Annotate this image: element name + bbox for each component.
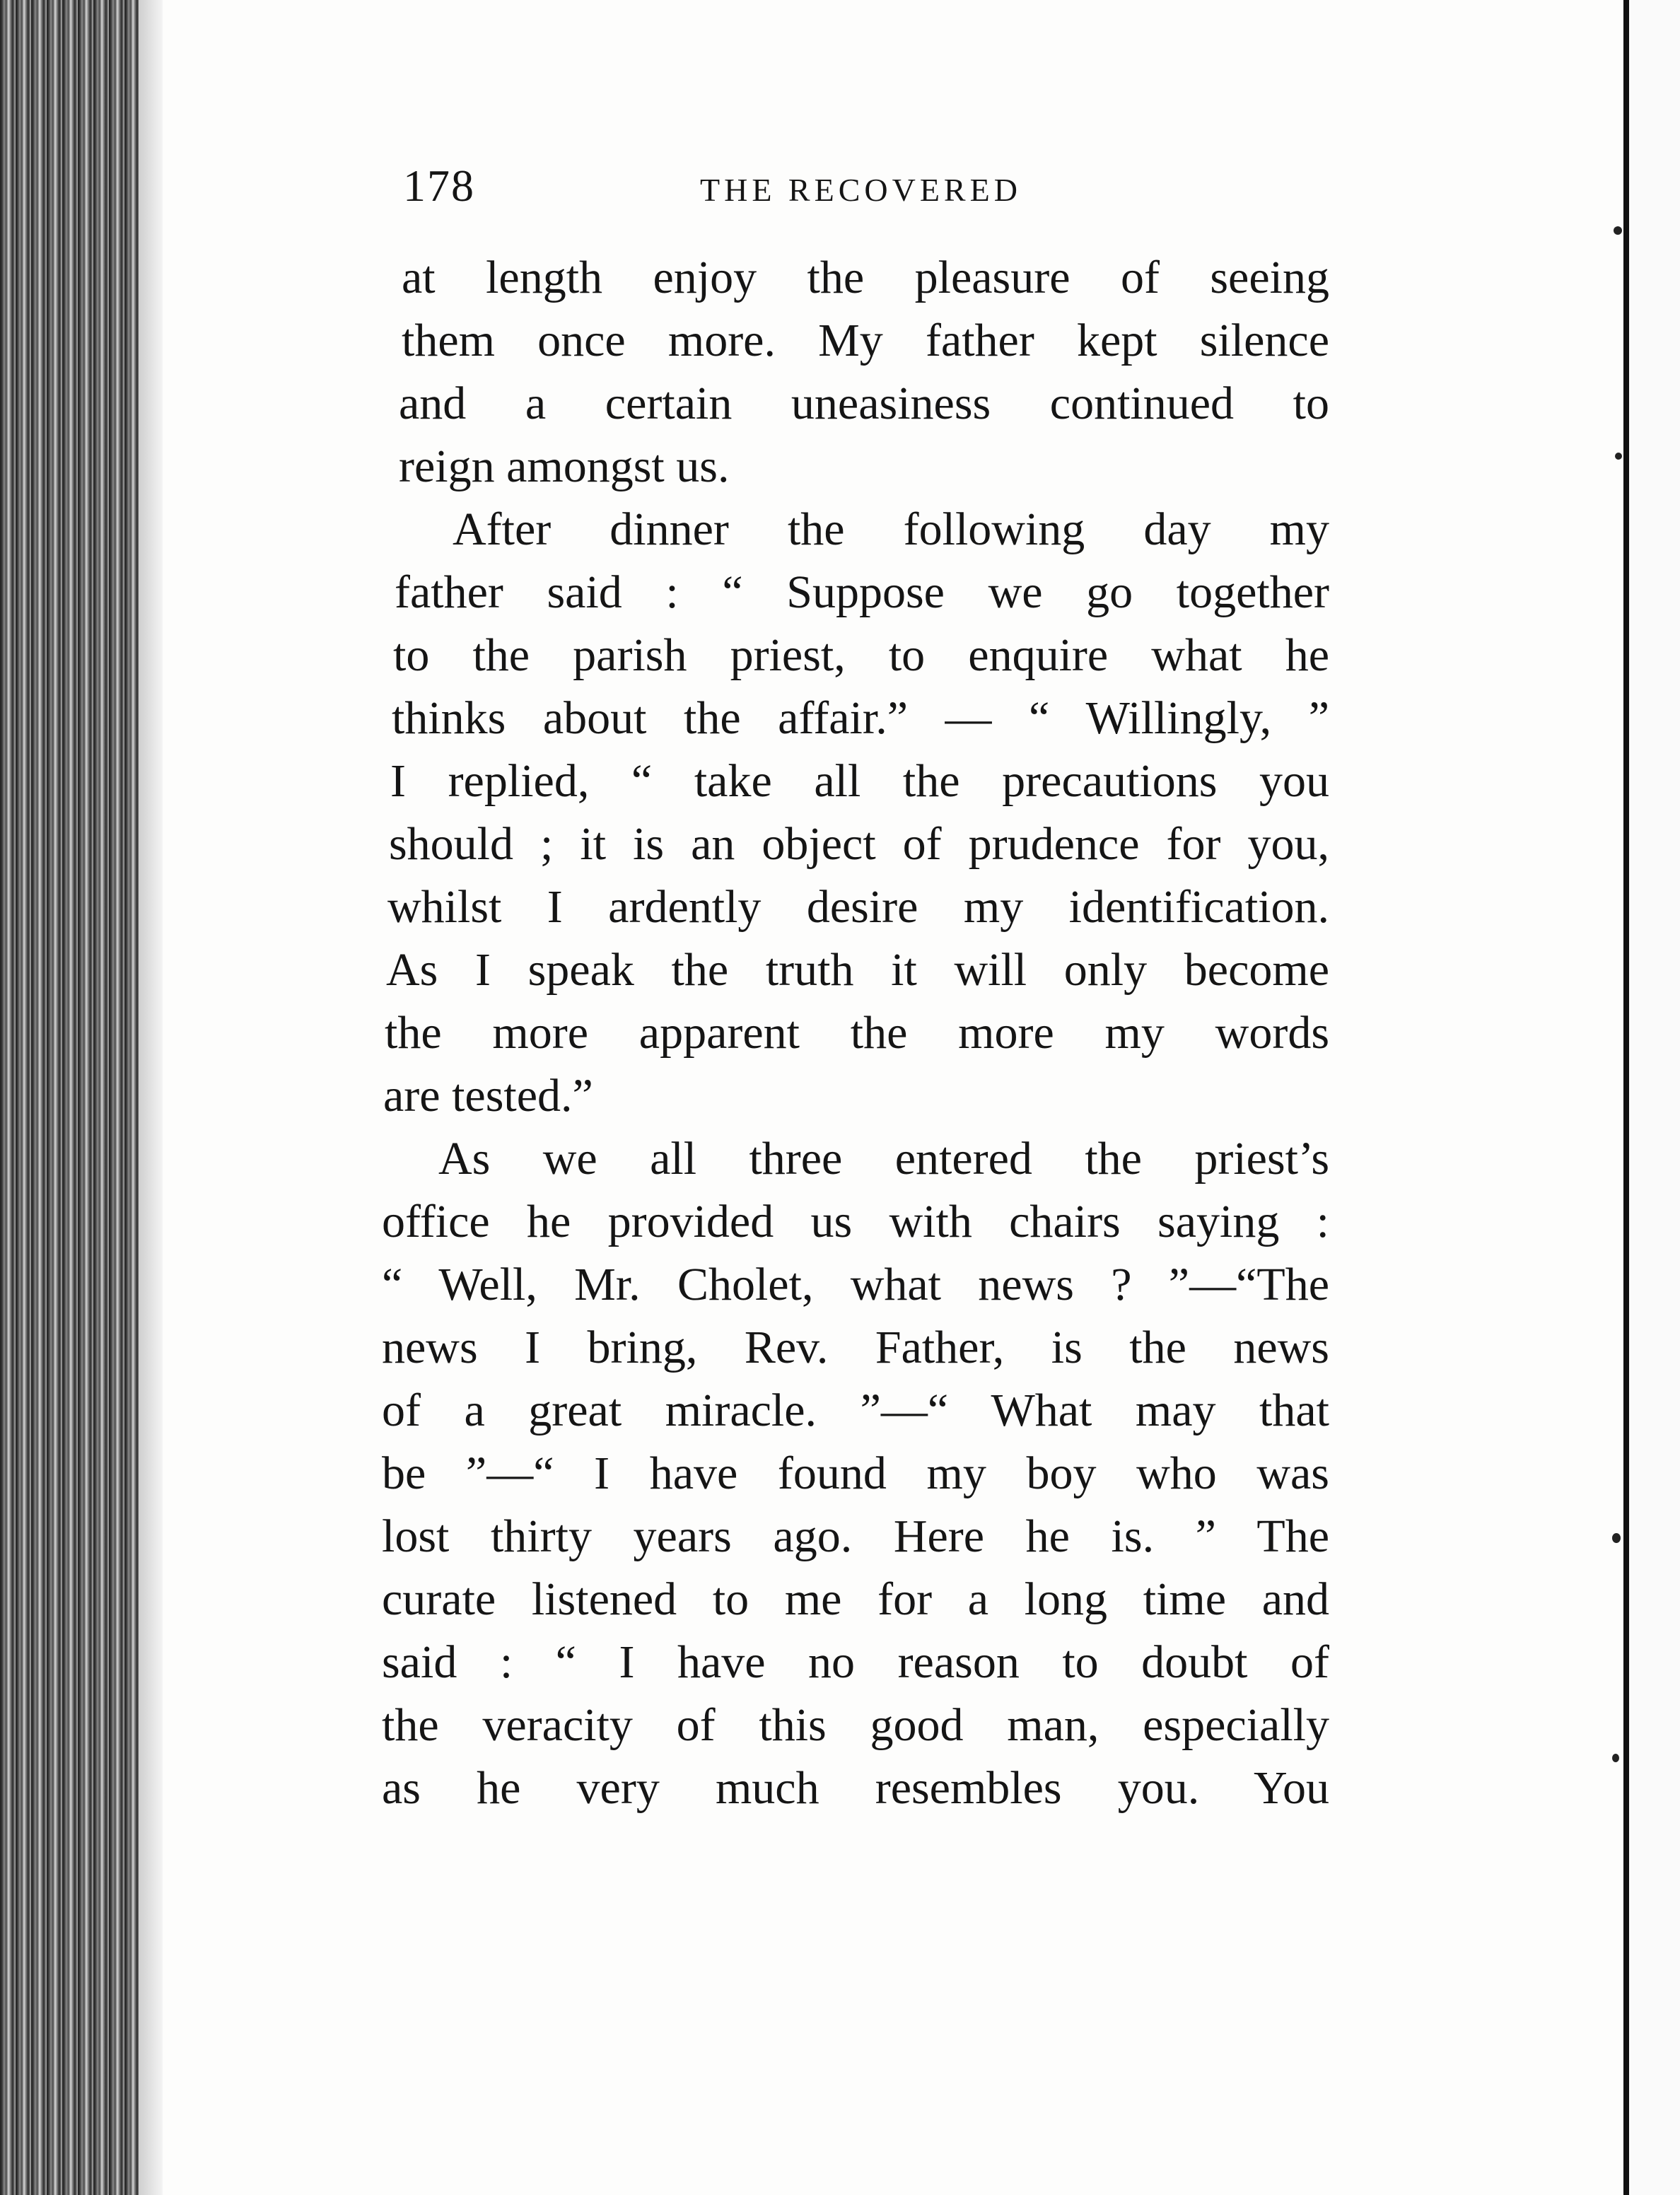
text-line: to the parish priest, to enquire what he — [393, 629, 1329, 681]
text-line: them once more. My father kept silence — [402, 315, 1329, 366]
text-line: As I speak the truth it will only become — [386, 944, 1329, 996]
text-line: office he provided us with chairs saying : — [382, 1196, 1329, 1247]
running-head — [403, 160, 1365, 223]
right-page-margin — [1629, 0, 1680, 2195]
text-line: father said : “ Suppose we go together — [395, 566, 1329, 618]
text-line: and a certain uneasiness continued to — [399, 378, 1329, 429]
text-line: curate listened to me for a long time and — [382, 1573, 1329, 1625]
text-line: said : “ I have no reason to doubt of — [382, 1636, 1329, 1688]
running-title: THE RECOVERED — [700, 172, 1022, 208]
right-margin-rule — [1623, 0, 1629, 2195]
binding-mark — [1615, 453, 1622, 460]
book-page-edge — [0, 0, 163, 2195]
text-line: whilst I ardently desire my identification. — [387, 881, 1329, 933]
text-line: should ; it is an object of prudence for you, — [389, 818, 1329, 870]
binding-mark — [1614, 226, 1622, 235]
text-line: of a great miracle. ”—“ What may that — [382, 1385, 1329, 1436]
text-line: I replied, “ take all the precautions you — [390, 755, 1329, 807]
binding-mark — [1612, 1754, 1619, 1762]
text-line: thinks about the affair.” — “ Willingly, ” — [392, 692, 1329, 744]
body-text — [382, 246, 1329, 1820]
text-line: news I bring, Rev. Father, is the news — [382, 1322, 1329, 1373]
binding-mark — [1612, 1533, 1621, 1543]
text-line: reign amongst us. — [399, 441, 730, 492]
text-line: be ”—“ I have found my boy who was — [382, 1448, 1329, 1499]
text-line: as he very much resembles you. You — [382, 1762, 1329, 1814]
text-line: the veracity of this good man, especially — [382, 1699, 1329, 1751]
text-line: are tested.” — [383, 1070, 593, 1122]
text-line: at length enjoy the pleasure of seeing — [402, 252, 1329, 303]
text-line: lost thirty years ago. Here he is. ” The — [382, 1510, 1329, 1562]
text-line: After dinner the following day my — [453, 503, 1329, 555]
text-line: the more apparent the more my words — [385, 1007, 1329, 1059]
text-line: “ Well, Mr. Cholet, what news ? ”—“The — [382, 1259, 1329, 1310]
page-number: 178 — [403, 161, 475, 211]
text-line: As we all three entered the priest’s — [438, 1133, 1329, 1184]
